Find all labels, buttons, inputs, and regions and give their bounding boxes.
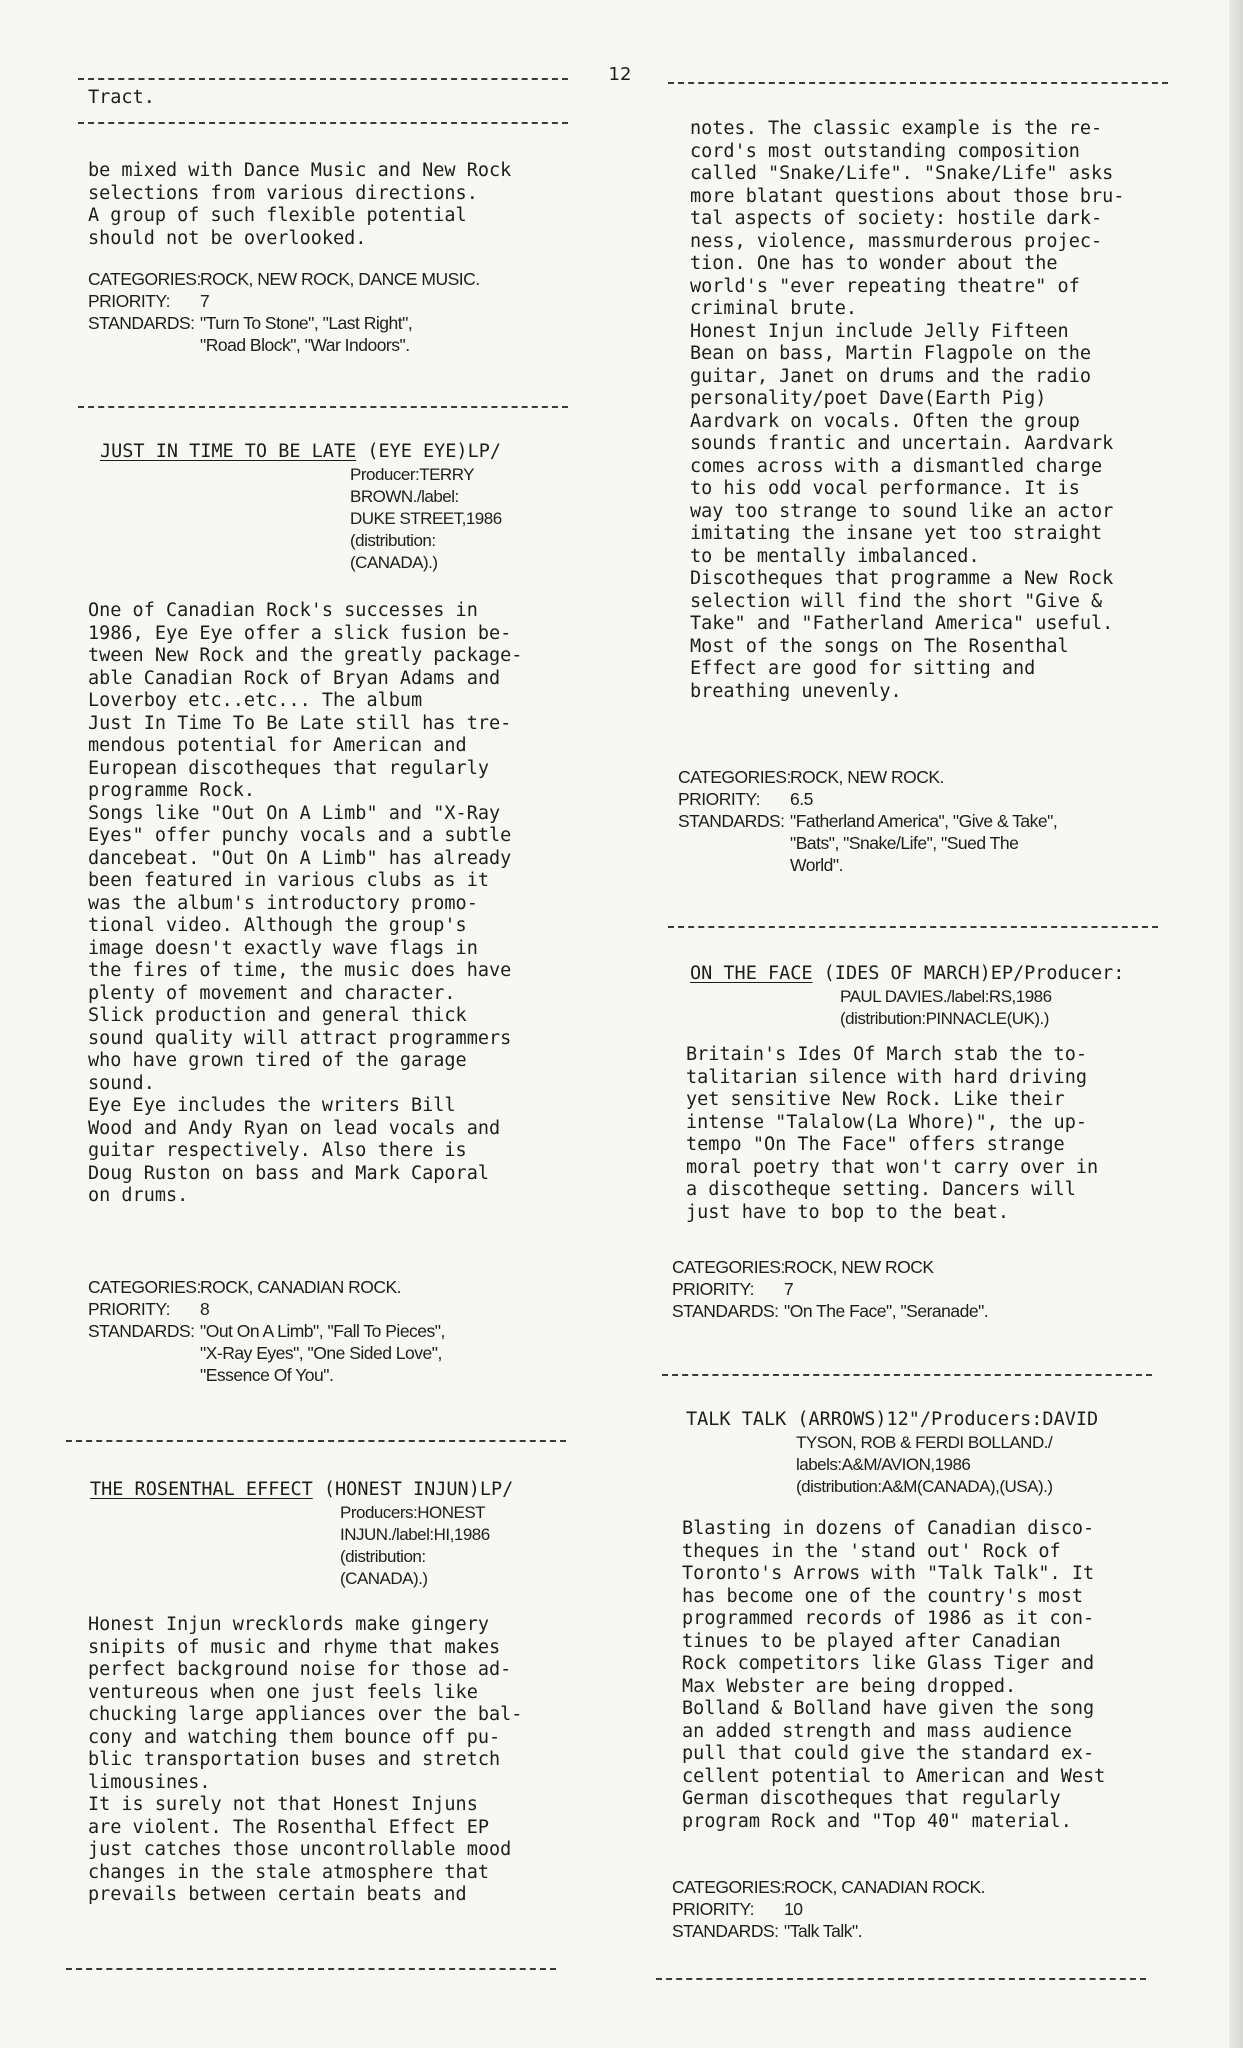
review-credits: Producers:HONEST INJUN./label:HI,1986 (distribution: (CANADA).) <box>340 1503 490 1588</box>
priority-label: PRIORITY: <box>672 1279 755 1299</box>
priority-label: PRIORITY: <box>88 1299 171 1319</box>
priority-label: PRIORITY: <box>678 789 761 809</box>
section-label: Tract. <box>88 87 155 108</box>
divider <box>66 1440 566 1442</box>
review-header <box>686 1408 1156 1498</box>
review-meta <box>672 1876 1162 1942</box>
standards-label: STANDARDS: <box>678 811 785 831</box>
categories-value: ROCK, CANADIAN ROCK. <box>200 1277 401 1297</box>
review-title: TALK TALK <box>686 1409 787 1430</box>
review-credits: Producer:TERRY BROWN./label: DUKE STREET,1986 (distribution: (CANADA).) <box>350 465 502 572</box>
categories-value: ROCK, NEW ROCK. <box>790 767 944 787</box>
review-artist: (HONEST INJUN)LP/ <box>323 1479 514 1500</box>
categories-label: CATEGORIES: <box>672 1257 785 1277</box>
review-meta <box>678 766 1168 876</box>
standards-value: "Fatherland America", "Give & Take", "Bats", "Snake/Life", "Sued The World". <box>790 811 1058 875</box>
review-body: Honest Injun wrecklords make gingery snipits of music and rhyme that makes perfect background noise for those ad- ventureous when one just feels like chucking large appliances over the bal- cony and watching them bounce off pu- blic transportation buses and stretch limousines. It is surely not that Honest Injuns are violent. The Rosenthal Effect EP just catches those uncontrollable mood changes in the stale atmosphere that prevails between certain beats and <box>88 1614 523 1905</box>
review-title: THE ROSENTHAL EFFECT <box>90 1479 313 1500</box>
standards-label: STANDARDS: <box>672 1921 779 1941</box>
categories-label: CATEGORIES: <box>678 767 791 787</box>
review-meta <box>88 1276 578 1386</box>
divider <box>78 122 568 124</box>
review-body: Britain's Ides Of March stab the to- talitarian silence with hard driving yet sensitive New Rock. Like their intense "Talalow(La Whore)", the up- tempo "On The Face" offers strange moral poetry that won't carry over in a discotheque setting. Dancers will just have to bop to the beat. <box>686 1044 1099 1223</box>
categories-value: ROCK, NEW ROCK <box>784 1257 934 1277</box>
categories-label: CATEGORIES: <box>88 1277 201 1297</box>
intro-text: be mixed with Dance Music and New Rock selections from various directions. A group of such flexible potential should not be overlooked. <box>88 160 512 249</box>
standards-value: "Turn To Stone", "Last Right", "Road Block", "War Indoors". <box>200 313 413 355</box>
review-artist: (EYE EYE)LP/ <box>367 441 501 462</box>
page-edge <box>1229 0 1243 2048</box>
divider <box>662 1374 1152 1376</box>
divider <box>78 78 568 80</box>
priority-value: 7 <box>784 1279 794 1299</box>
divider <box>66 1968 556 1970</box>
priority-value: 10 <box>784 1899 803 1919</box>
divider <box>78 406 568 408</box>
review-header <box>690 962 1160 1030</box>
review-credits: TYSON, ROB & FERDI BOLLAND./ labels:A&M/AVION,1986 (distribution:A&M(CANADA),(USA).) <box>796 1433 1053 1496</box>
review-header <box>100 440 570 574</box>
review-body: notes. The classic example is the re- cord's most outstanding composition called "Snake/Life". "Snake/Life" asks more blatant questions about those bru- tal aspects of society: hostile dark- ness, violence, massmurderous projec- tion. One has to wonder about the world's "ever repeating theatre" of criminal brute. Honest Injun include Jelly Fifteen Bean on bass, Martin Flagpole on the guitar, Janet on drums and the radio personality/poet Dave(Earth Pig) Aardvark on vocals. Often the group sounds frantic and uncertain. Aardvark comes across with a dismantled charge to his odd vocal performance. It is way too strange to sound like an actor imitating the insane yet too straight to be mentally imbalanced. Discotheques that programme a New Rock selection will find the short "Give & Take" and "Fatherland America" useful. Most of the songs on The Rosenthal Effect are good for sitting and breathing unevenly. <box>690 118 1125 702</box>
review-meta <box>672 1256 1162 1322</box>
standards-label: STANDARDS: <box>672 1301 779 1321</box>
page-number: 12 <box>608 64 632 85</box>
review-title: JUST IN TIME TO BE LATE <box>100 441 357 462</box>
review-artist: (ARROWS)12"/Producers:DAVID <box>797 1409 1099 1430</box>
categories-value: ROCK, CANADIAN ROCK. <box>784 1877 985 1897</box>
review-body: One of Canadian Rock's successes in 1986, Eye Eye offer a slick fusion be- tween New Rock and the greatly package- able Canadian Rock of Bryan Adams and Loverboy etc..etc... The album Just In Time To Be Late still has tre- mendous potential for American and European discotheques that regularly programme Rock. Songs like "Out On A Limb" and "X-Ray Eyes" offer punchy vocals and a subtle dancebeat. "Out On A Limb" has already been featured in various clubs as it was the album's introductory promo- tional video. Although the group's image doesn't exactly wave flags in the fires of time, the music does have plenty of movement and character. Slick production and general thick sound quality will attract programmers who have grown tired of the garage sound. Eye Eye includes the writers Bill Wood and Andy Ryan on lead vocals and guitar respectively. Also there is Doug Ruston on bass and Mark Caporal on drums. <box>88 600 523 1206</box>
standards-value: "Talk Talk". <box>784 1921 863 1941</box>
divider <box>668 926 1158 928</box>
standards-value: "On The Face", "Seranade". <box>784 1301 989 1321</box>
categories-label: CATEGORIES: <box>88 269 201 289</box>
divider <box>668 82 1168 84</box>
priority-value: 6.5 <box>790 789 813 809</box>
review-header <box>90 1478 560 1590</box>
review-artist: (IDES OF MARCH)EP/Producer: <box>823 963 1125 984</box>
standards-label: STANDARDS: <box>88 1321 195 1341</box>
intro-meta <box>88 268 578 356</box>
standards-label: STANDARDS: <box>88 313 195 333</box>
priority-value: 7 <box>200 291 210 311</box>
categories-value: ROCK, NEW ROCK, DANCE MUSIC. <box>200 269 480 289</box>
standards-value: "Out On A Limb", "Fall To Pieces", "X-Ray Eyes", "One Sided Love", "Essence Of You". <box>200 1321 445 1385</box>
review-body: Blasting in dozens of Canadian disco- theques in the 'stand out' Rock of Toronto's Arrows with "Talk Talk". It has become one of the country's most programmed records of 1986 as it con- tinues to be played after Canadian Rock competitors like Glass Tiger and Max Webster are being dropped. Bolland & Bolland have given the song an added strength and mass audience pull that could give the standard ex- cellent potential to American and West German discotheques that regularly program Rock and "Top 40" material. <box>682 1518 1106 1832</box>
review-title: ON THE FACE <box>690 963 813 984</box>
priority-label: PRIORITY: <box>88 291 171 311</box>
categories-label: CATEGORIES: <box>672 1877 785 1897</box>
divider <box>656 1978 1146 1980</box>
priority-value: 8 <box>200 1299 210 1319</box>
priority-label: PRIORITY: <box>672 1899 755 1919</box>
review-credits: PAUL DAVIES./label:RS,1986 (distribution:PINNACLE(UK).) <box>840 987 1052 1028</box>
